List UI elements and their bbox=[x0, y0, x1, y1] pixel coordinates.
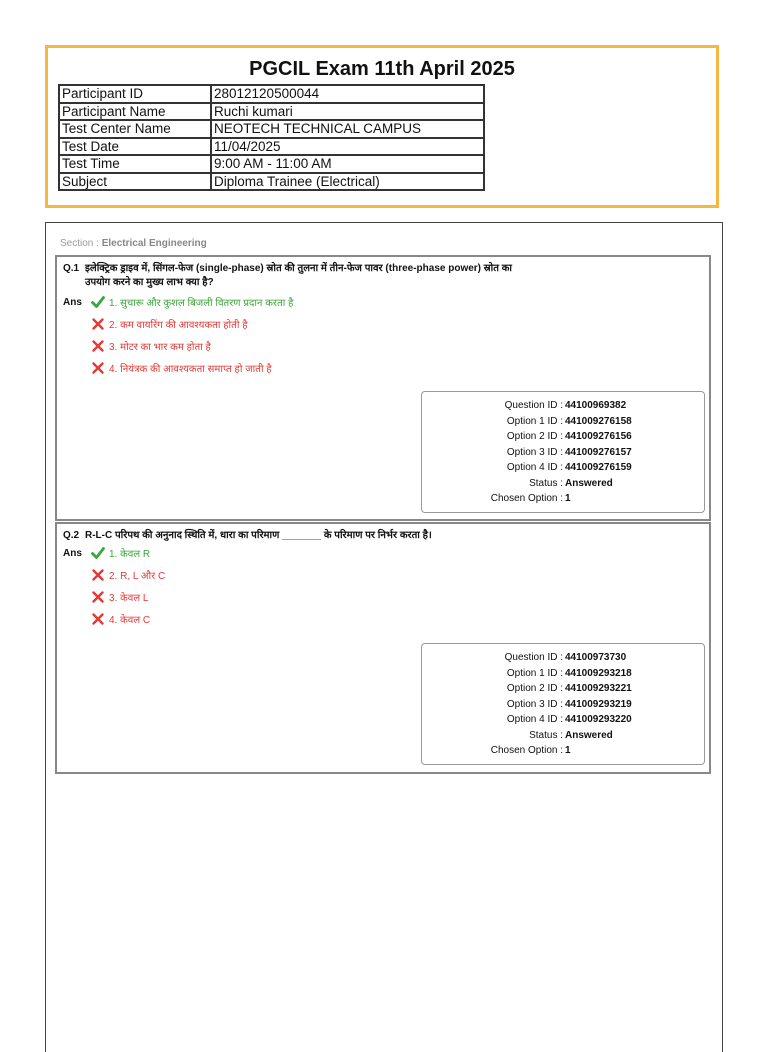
option-text: 3. केवल L bbox=[109, 593, 149, 604]
question-text bbox=[63, 262, 533, 290]
info-row bbox=[59, 138, 484, 156]
meta-row bbox=[422, 745, 704, 759]
meta-row bbox=[422, 714, 704, 728]
option-text: 2. कम वायरिंग की आवश्यकता होती है bbox=[109, 320, 248, 331]
meta-value: 1 bbox=[565, 493, 571, 504]
meta-label: Option 3 ID : bbox=[506, 446, 563, 458]
meta-row bbox=[422, 683, 704, 697]
info-label: Test Date bbox=[59, 138, 211, 156]
info-label: Participant ID bbox=[59, 85, 211, 103]
question-body: इलेक्ट्रिक ड्राइव में, सिंगल-फेज (single-phase) स्रोत की तुलना में तीन-फेज पावर (three-phase power) स्रोत का उपयोग करने का मुख्य लाभ क्या है? bbox=[85, 263, 512, 288]
meta-row bbox=[422, 416, 704, 430]
option-text: 4. नियंत्रक की आवश्यकता समाप्त हो जाती है bbox=[109, 364, 272, 375]
meta-value: 441009293220 bbox=[565, 714, 632, 725]
option-text: 1. सुचारू और कुशल बिजली वितरण प्रदान करता है bbox=[109, 298, 294, 309]
info-row bbox=[59, 85, 484, 103]
option-text: 4. केवल C bbox=[109, 615, 151, 626]
meta-value: 44100973730 bbox=[565, 652, 627, 663]
meta-label: Option 4 ID : bbox=[506, 714, 563, 725]
question-meta-box bbox=[421, 643, 705, 765]
section-name: Electrical Engineering bbox=[101, 238, 207, 249]
meta-row bbox=[422, 478, 704, 492]
meta-row bbox=[422, 730, 704, 744]
section-prefix: Section : bbox=[60, 238, 102, 249]
question-number: Q.1 bbox=[63, 263, 80, 274]
meta-row bbox=[422, 699, 704, 713]
info-value: NEOTECH TECHNICAL CAMPUS bbox=[211, 120, 484, 138]
meta-row bbox=[422, 462, 704, 476]
meta-row bbox=[422, 668, 704, 682]
question-body: R-L-C परिपथ की अनुनाद स्थिति में, धारा का परिमाण _______ के परिमाण पर निर्भर करता है। bbox=[85, 530, 432, 541]
info-row bbox=[59, 155, 484, 173]
check-icon bbox=[91, 295, 105, 309]
info-value: 11/04/2025 bbox=[211, 138, 484, 156]
meta-row bbox=[422, 447, 704, 461]
meta-value: 441009293219 bbox=[565, 698, 632, 710]
meta-value: 441009276156 bbox=[565, 431, 632, 442]
cross-icon bbox=[91, 317, 105, 331]
info-value: Ruchi kumari bbox=[211, 103, 484, 121]
meta-label: Question ID : bbox=[504, 652, 563, 663]
option-item bbox=[91, 295, 293, 309]
info-value: 9:00 AM - 11:00 AM bbox=[211, 155, 484, 173]
cross-icon bbox=[91, 568, 105, 582]
info-row bbox=[59, 103, 484, 121]
exam-title: PGCIL Exam 11th April 2025 bbox=[249, 58, 515, 80]
meta-label: Option 2 ID : bbox=[506, 431, 563, 442]
option-text: 1. केवल R bbox=[109, 549, 151, 560]
question-panel bbox=[55, 522, 711, 774]
ans-label: Ans bbox=[63, 548, 82, 559]
cross-icon bbox=[91, 590, 105, 604]
meta-value: 44100969382 bbox=[565, 400, 627, 411]
section-label bbox=[60, 238, 207, 249]
meta-row bbox=[422, 431, 704, 445]
option-item bbox=[91, 568, 165, 582]
meta-label: Status : bbox=[529, 477, 563, 489]
section-container bbox=[45, 222, 723, 1052]
info-label: Test Center Name bbox=[59, 120, 211, 138]
meta-value: Answered bbox=[565, 477, 613, 489]
meta-value: 441009276159 bbox=[565, 462, 632, 473]
meta-label: Status : bbox=[529, 729, 563, 741]
option-item bbox=[91, 339, 211, 353]
cross-icon bbox=[91, 361, 105, 375]
info-value: 28012120500044 bbox=[211, 85, 484, 103]
question-panel bbox=[55, 255, 711, 521]
info-row bbox=[59, 120, 484, 138]
meta-value: 441009276158 bbox=[565, 415, 632, 427]
option-item bbox=[91, 317, 248, 331]
info-row bbox=[59, 173, 484, 191]
meta-value: Answered bbox=[565, 729, 613, 741]
participant-info-box bbox=[45, 45, 719, 208]
meta-label: Option 4 ID : bbox=[506, 462, 563, 473]
option-text: 2. R, L और C bbox=[109, 571, 166, 582]
meta-label: Option 1 ID : bbox=[506, 667, 563, 679]
question-meta-box bbox=[421, 391, 705, 513]
option-item bbox=[91, 546, 150, 560]
meta-label: Chosen Option : bbox=[490, 493, 563, 504]
meta-row bbox=[422, 493, 704, 507]
check-icon bbox=[91, 546, 105, 560]
meta-value: 1 bbox=[565, 745, 571, 756]
meta-label: Option 1 ID : bbox=[506, 415, 563, 427]
meta-value: 441009293221 bbox=[565, 683, 632, 694]
option-text: 3. मोटर का भार कम होता है bbox=[109, 342, 211, 353]
info-value: Diploma Trainee (Electrical) bbox=[211, 173, 484, 191]
ans-label: Ans bbox=[63, 297, 82, 308]
option-item bbox=[91, 590, 148, 604]
meta-row bbox=[422, 652, 704, 666]
meta-value: 441009293218 bbox=[565, 667, 632, 679]
meta-label: Chosen Option : bbox=[490, 745, 563, 756]
participant-info-table bbox=[58, 84, 485, 191]
info-label: Subject bbox=[59, 173, 211, 191]
question-text bbox=[63, 529, 623, 543]
info-label: Test Time bbox=[59, 155, 211, 173]
meta-label: Question ID : bbox=[504, 400, 563, 411]
option-item bbox=[91, 612, 150, 626]
meta-label: Option 3 ID : bbox=[506, 698, 563, 710]
option-item bbox=[91, 361, 272, 375]
cross-icon bbox=[91, 339, 105, 353]
cross-icon bbox=[91, 612, 105, 626]
meta-value: 441009276157 bbox=[565, 446, 632, 458]
meta-label: Option 2 ID : bbox=[506, 683, 563, 694]
question-number: Q.2 bbox=[63, 530, 80, 541]
info-label: Participant Name bbox=[59, 103, 211, 121]
meta-row bbox=[422, 400, 704, 414]
